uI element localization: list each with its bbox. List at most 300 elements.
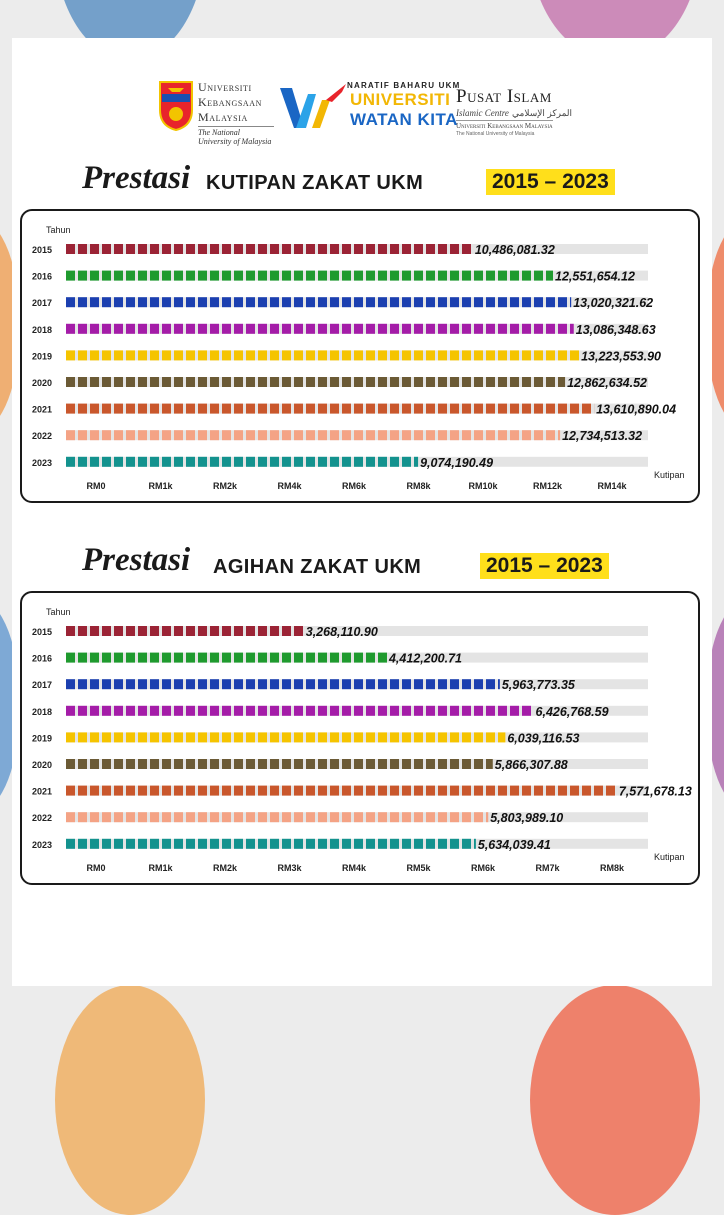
bar-segment	[354, 271, 363, 281]
bar-segment	[486, 430, 495, 440]
bar-segment	[126, 430, 135, 440]
bar-segment	[402, 271, 411, 281]
bar-segment	[354, 457, 363, 467]
bar-segment	[486, 297, 495, 307]
bar-segment	[90, 626, 99, 636]
bar-segment	[150, 786, 159, 796]
bar-segment	[150, 244, 159, 254]
year-label: 2023	[32, 458, 52, 468]
bar-segment	[126, 404, 135, 414]
bar-segment	[330, 377, 339, 387]
x-tick-label: RM0	[86, 481, 105, 491]
bar-segment	[258, 626, 267, 636]
bar-segment	[390, 812, 399, 822]
bar-segment	[138, 430, 147, 440]
bar-segment	[342, 759, 351, 769]
bar-segment	[198, 839, 207, 849]
bar-segment	[246, 706, 255, 716]
bar-segment	[174, 732, 183, 742]
bar-segment	[294, 244, 303, 254]
bar-segment	[402, 430, 411, 440]
bar-segment	[162, 839, 171, 849]
bar-segment	[558, 297, 567, 307]
bar-segment	[114, 404, 123, 414]
bar-segment	[174, 297, 183, 307]
bar-segment	[294, 653, 303, 663]
bar-segment	[294, 626, 303, 636]
bar-segment	[414, 706, 423, 716]
bar-segment	[462, 679, 471, 689]
year-label: 2016	[32, 272, 52, 282]
bar-segment	[438, 377, 447, 387]
bar-segment	[498, 324, 507, 334]
bar-segment	[378, 706, 387, 716]
bar-segment	[174, 271, 183, 281]
bar-segment	[198, 653, 207, 663]
bar-segment	[318, 297, 327, 307]
bar-segment	[222, 377, 231, 387]
bar-segment	[174, 839, 183, 849]
bar-segment	[222, 350, 231, 360]
bar-segment	[486, 759, 493, 769]
bar-segment	[378, 679, 387, 689]
bar-segment	[126, 839, 135, 849]
bar-segment	[330, 679, 339, 689]
bar-segment	[330, 732, 339, 742]
bar-segment	[282, 271, 291, 281]
bar-segment	[66, 653, 75, 663]
bar-segment	[306, 653, 315, 663]
bar-segment	[258, 706, 267, 716]
y-axis-title: Tahun	[46, 225, 71, 235]
bar-segment	[498, 404, 507, 414]
bar-segment	[414, 271, 423, 281]
bar-segment	[198, 732, 207, 742]
bar-segment	[258, 377, 267, 387]
bar-segment	[402, 839, 411, 849]
bar-segment	[78, 812, 87, 822]
bar-segment	[126, 653, 135, 663]
bar-segment	[390, 759, 399, 769]
bar-segment	[90, 706, 99, 716]
bar-segment	[366, 706, 375, 716]
y-axis-title: Tahun	[46, 607, 71, 617]
bar-segment	[462, 377, 471, 387]
bar-segment	[210, 324, 219, 334]
bar-segment	[90, 653, 99, 663]
bar-segment	[114, 324, 123, 334]
bar-segment	[138, 679, 147, 689]
x-tick-label: RM1k	[148, 863, 173, 873]
bar-segment	[510, 786, 519, 796]
bar-segment	[474, 812, 483, 822]
bar-segment	[114, 706, 123, 716]
bar-segment	[126, 457, 135, 467]
bar-segment	[342, 679, 351, 689]
bar-segment	[138, 457, 147, 467]
bar-segment	[90, 324, 99, 334]
bar-segment	[114, 679, 123, 689]
bar-segment	[174, 430, 183, 440]
bar-segment	[102, 812, 111, 822]
bar-segment	[114, 430, 123, 440]
bar-segment	[546, 786, 555, 796]
bar-segment	[570, 324, 574, 334]
bar-segment	[222, 759, 231, 769]
bar-segment	[102, 626, 111, 636]
bar-segment	[186, 653, 195, 663]
bar-segment	[126, 812, 135, 822]
bar-segment	[258, 324, 267, 334]
bar-segment	[354, 812, 363, 822]
bar-segment	[78, 653, 87, 663]
bar-segment	[510, 271, 519, 281]
bar-segment	[342, 457, 351, 467]
bar-segment	[138, 759, 147, 769]
bar-segment	[390, 377, 399, 387]
bar-segment	[474, 297, 483, 307]
pusat-islam-subtitle: Islamic Centre	[456, 108, 509, 118]
bar-segment	[234, 732, 243, 742]
bar-segment	[126, 759, 135, 769]
bar-segment	[486, 706, 495, 716]
bar-segment	[150, 377, 159, 387]
bar-segment	[294, 377, 303, 387]
bar-segment	[126, 377, 135, 387]
bar-segment	[486, 404, 495, 414]
section-1-script-title: Prestasi	[82, 160, 190, 197]
bar-segment	[138, 404, 147, 414]
x-tick-label: RM6k	[471, 863, 496, 873]
bar-segment	[222, 297, 231, 307]
bar-segment	[270, 759, 279, 769]
bar-segment	[258, 759, 267, 769]
bar-segment	[414, 732, 423, 742]
bar-segment	[174, 457, 183, 467]
bar-segment	[126, 626, 135, 636]
x-tick-label: RM12k	[533, 481, 563, 491]
bar-segment	[222, 404, 231, 414]
bar-segment	[366, 812, 375, 822]
bar-segment	[462, 786, 471, 796]
bar-segment	[354, 324, 363, 334]
poster-card	[12, 38, 712, 986]
bar-segment	[66, 759, 75, 769]
campaign-line-2: WATAN KITA	[350, 110, 458, 130]
bar-segment	[450, 377, 459, 387]
bar-segment	[438, 244, 447, 254]
bar-segment	[426, 297, 435, 307]
bar-segment	[174, 350, 183, 360]
bar-segment	[282, 706, 291, 716]
bar-segment	[426, 812, 435, 822]
bar-segment	[330, 404, 339, 414]
bar-segment	[246, 297, 255, 307]
bar-segment	[558, 404, 567, 414]
bar-segment	[270, 839, 279, 849]
bar-segment	[294, 839, 303, 849]
bar-segment	[210, 350, 219, 360]
bar-segment	[114, 732, 123, 742]
bar-segment	[66, 377, 75, 387]
x-tick-label: RM2k	[213, 863, 238, 873]
bar-segment	[246, 653, 255, 663]
bar-segment	[330, 430, 339, 440]
bar-segment	[222, 244, 231, 254]
bar-segment	[222, 732, 231, 742]
bar-segment	[186, 839, 195, 849]
bar-segment	[486, 377, 495, 387]
bar-segment	[342, 732, 351, 742]
bar-segment	[366, 297, 375, 307]
bar-segment	[198, 350, 207, 360]
pusat-islam-title: Pusat Islam	[456, 86, 552, 108]
bar-segment	[558, 377, 565, 387]
bar-segment	[102, 324, 111, 334]
bar-segment	[342, 350, 351, 360]
bar-segment	[438, 839, 447, 849]
bar-segment	[78, 679, 87, 689]
bar-segment	[222, 324, 231, 334]
bar-segment	[102, 350, 111, 360]
bar-segment	[150, 271, 159, 281]
bar-segment	[294, 679, 303, 689]
bar-segment	[90, 297, 99, 307]
bar-segment	[282, 457, 291, 467]
bar-segment	[510, 430, 519, 440]
bar-segment	[390, 786, 399, 796]
bar-segment	[246, 759, 255, 769]
bar-segment	[390, 271, 399, 281]
bar-segment	[78, 839, 87, 849]
bar-segment	[186, 732, 195, 742]
bar-segment	[354, 732, 363, 742]
bar-segment	[366, 324, 375, 334]
bar-segment	[534, 430, 543, 440]
bar-segment	[330, 350, 339, 360]
bar-segment	[174, 377, 183, 387]
year-label: 2017	[32, 298, 52, 308]
bar-segment	[342, 786, 351, 796]
bar-segment	[258, 812, 267, 822]
bar-segment	[222, 839, 231, 849]
value-label: 12,862,634.52	[567, 376, 647, 390]
bar-segment	[378, 404, 387, 414]
bar-segment	[318, 732, 327, 742]
bar-segment	[198, 430, 207, 440]
bar-segment	[258, 350, 267, 360]
bar-segment	[282, 297, 291, 307]
bar-segment	[474, 350, 483, 360]
bar-segment	[234, 404, 243, 414]
bar-segment	[306, 812, 315, 822]
bar-segment	[102, 244, 111, 254]
value-label: 12,734,513.32	[562, 429, 642, 443]
bar-segment	[186, 244, 195, 254]
bar-segment	[186, 706, 195, 716]
bar-segment	[150, 759, 159, 769]
bar-segment	[438, 324, 447, 334]
bar-segment	[90, 457, 99, 467]
bar-segment	[474, 430, 483, 440]
bar-segment	[198, 759, 207, 769]
year-label: 2020	[32, 760, 52, 770]
bar-segment	[474, 759, 483, 769]
bar-segment	[534, 786, 543, 796]
bar-segment	[150, 324, 159, 334]
value-label: 5,963,773.35	[502, 678, 576, 692]
bar-segment	[162, 350, 171, 360]
bar-segment	[162, 271, 171, 281]
bar-segment	[342, 244, 351, 254]
collection-chart	[20, 209, 700, 503]
bar-segment	[342, 430, 351, 440]
bar-segment	[366, 653, 375, 663]
bar-segment	[414, 350, 423, 360]
bar-segment	[234, 626, 243, 636]
decor-arc-bottom-right	[530, 985, 700, 1215]
bar-segment	[342, 653, 351, 663]
bar-segment	[426, 839, 435, 849]
bar-segment	[306, 404, 315, 414]
bar-segment	[450, 732, 459, 742]
bar-segment	[378, 271, 387, 281]
bar-2019	[66, 732, 505, 742]
bar-segment	[486, 350, 495, 360]
bar-segment	[102, 377, 111, 387]
bar-segment	[342, 812, 351, 822]
bar-segment	[258, 244, 267, 254]
bar-segment	[210, 706, 219, 716]
bar-segment	[78, 759, 87, 769]
bar-segment	[402, 732, 411, 742]
bar-segment	[438, 812, 447, 822]
bar-segment	[414, 404, 423, 414]
bar-segment	[294, 759, 303, 769]
bar-segment	[78, 732, 87, 742]
bar-segment	[390, 679, 399, 689]
bar-segment	[150, 457, 159, 467]
bar-segment	[462, 324, 471, 334]
bar-segment	[66, 271, 75, 281]
bar-segment	[438, 732, 447, 742]
bar-segment	[354, 430, 363, 440]
bar-segment	[498, 377, 507, 387]
bar-segment	[150, 732, 159, 742]
bar-segment	[462, 430, 471, 440]
value-label: 4,412,200.71	[388, 652, 462, 666]
bar-segment	[246, 430, 255, 440]
bar-segment	[342, 271, 351, 281]
bar-segment	[162, 626, 171, 636]
bar-segment	[234, 244, 243, 254]
bar-segment	[222, 812, 231, 822]
bar-segment	[210, 626, 219, 636]
x-tick-label: RM1k	[148, 481, 173, 491]
ukm-wordmark	[198, 80, 274, 146]
bar-segment	[102, 271, 111, 281]
bar-segment	[294, 430, 303, 440]
bar-segment	[546, 377, 555, 387]
bar-segment	[558, 324, 567, 334]
bar-segment	[162, 679, 171, 689]
bar-segment	[138, 786, 147, 796]
bar-segment	[138, 706, 147, 716]
bar-segment	[90, 786, 99, 796]
bar-segment	[102, 457, 111, 467]
bar-segment	[438, 679, 447, 689]
bar-segment	[78, 244, 87, 254]
bar-segment	[66, 812, 75, 822]
bar-segment	[318, 350, 327, 360]
bar-segment	[450, 324, 459, 334]
x-tick-label: RM10k	[468, 481, 498, 491]
bar-segment	[462, 759, 471, 769]
bar-segment	[414, 297, 423, 307]
bar-segment	[366, 839, 375, 849]
bar-segment	[258, 653, 267, 663]
bar-segment	[378, 350, 387, 360]
bar-segment	[330, 271, 339, 281]
bar-segment	[450, 706, 459, 716]
bar-segment	[450, 404, 459, 414]
bar-2023	[66, 839, 476, 849]
bar-segment	[342, 377, 351, 387]
bar-segment	[306, 377, 315, 387]
bar-segment	[198, 404, 207, 414]
bar-segment	[462, 271, 471, 281]
bar-segment	[294, 457, 303, 467]
decor-arc-bottom-left	[55, 985, 205, 1215]
bar-segment	[90, 244, 99, 254]
bar-segment	[162, 404, 171, 414]
bar-segment	[90, 732, 99, 742]
bar-segment	[90, 430, 99, 440]
bar-segment	[366, 244, 375, 254]
value-label: 5,866,307.88	[495, 758, 568, 772]
bar-segment	[270, 377, 279, 387]
bar-segment	[354, 759, 363, 769]
bar-segment	[258, 786, 267, 796]
bar-segment	[366, 404, 375, 414]
bar-segment	[150, 297, 159, 307]
bar-segment	[78, 324, 87, 334]
bar-segment	[162, 324, 171, 334]
bar-segment	[582, 404, 591, 414]
bar-segment	[294, 404, 303, 414]
bar-segment	[378, 653, 387, 663]
section-2-script-title: Prestasi	[82, 542, 190, 579]
bar-segment	[174, 404, 183, 414]
bar-segment	[534, 404, 543, 414]
bar-segment	[150, 706, 159, 716]
bar-segment	[174, 324, 183, 334]
bar-segment	[114, 812, 123, 822]
bar-segment	[318, 679, 327, 689]
bar-segment	[498, 430, 507, 440]
bar-segment	[306, 732, 315, 742]
section-1-years-badge: 2015 – 2023	[486, 169, 615, 195]
bar-segment	[246, 679, 255, 689]
bar-segment	[522, 271, 531, 281]
bar-segment	[414, 812, 423, 822]
bar-segment	[498, 297, 507, 307]
bar-segment	[246, 271, 255, 281]
bar-segment	[366, 430, 375, 440]
bar-segment	[174, 706, 183, 716]
bar-segment	[210, 786, 219, 796]
bar-segment	[114, 377, 123, 387]
